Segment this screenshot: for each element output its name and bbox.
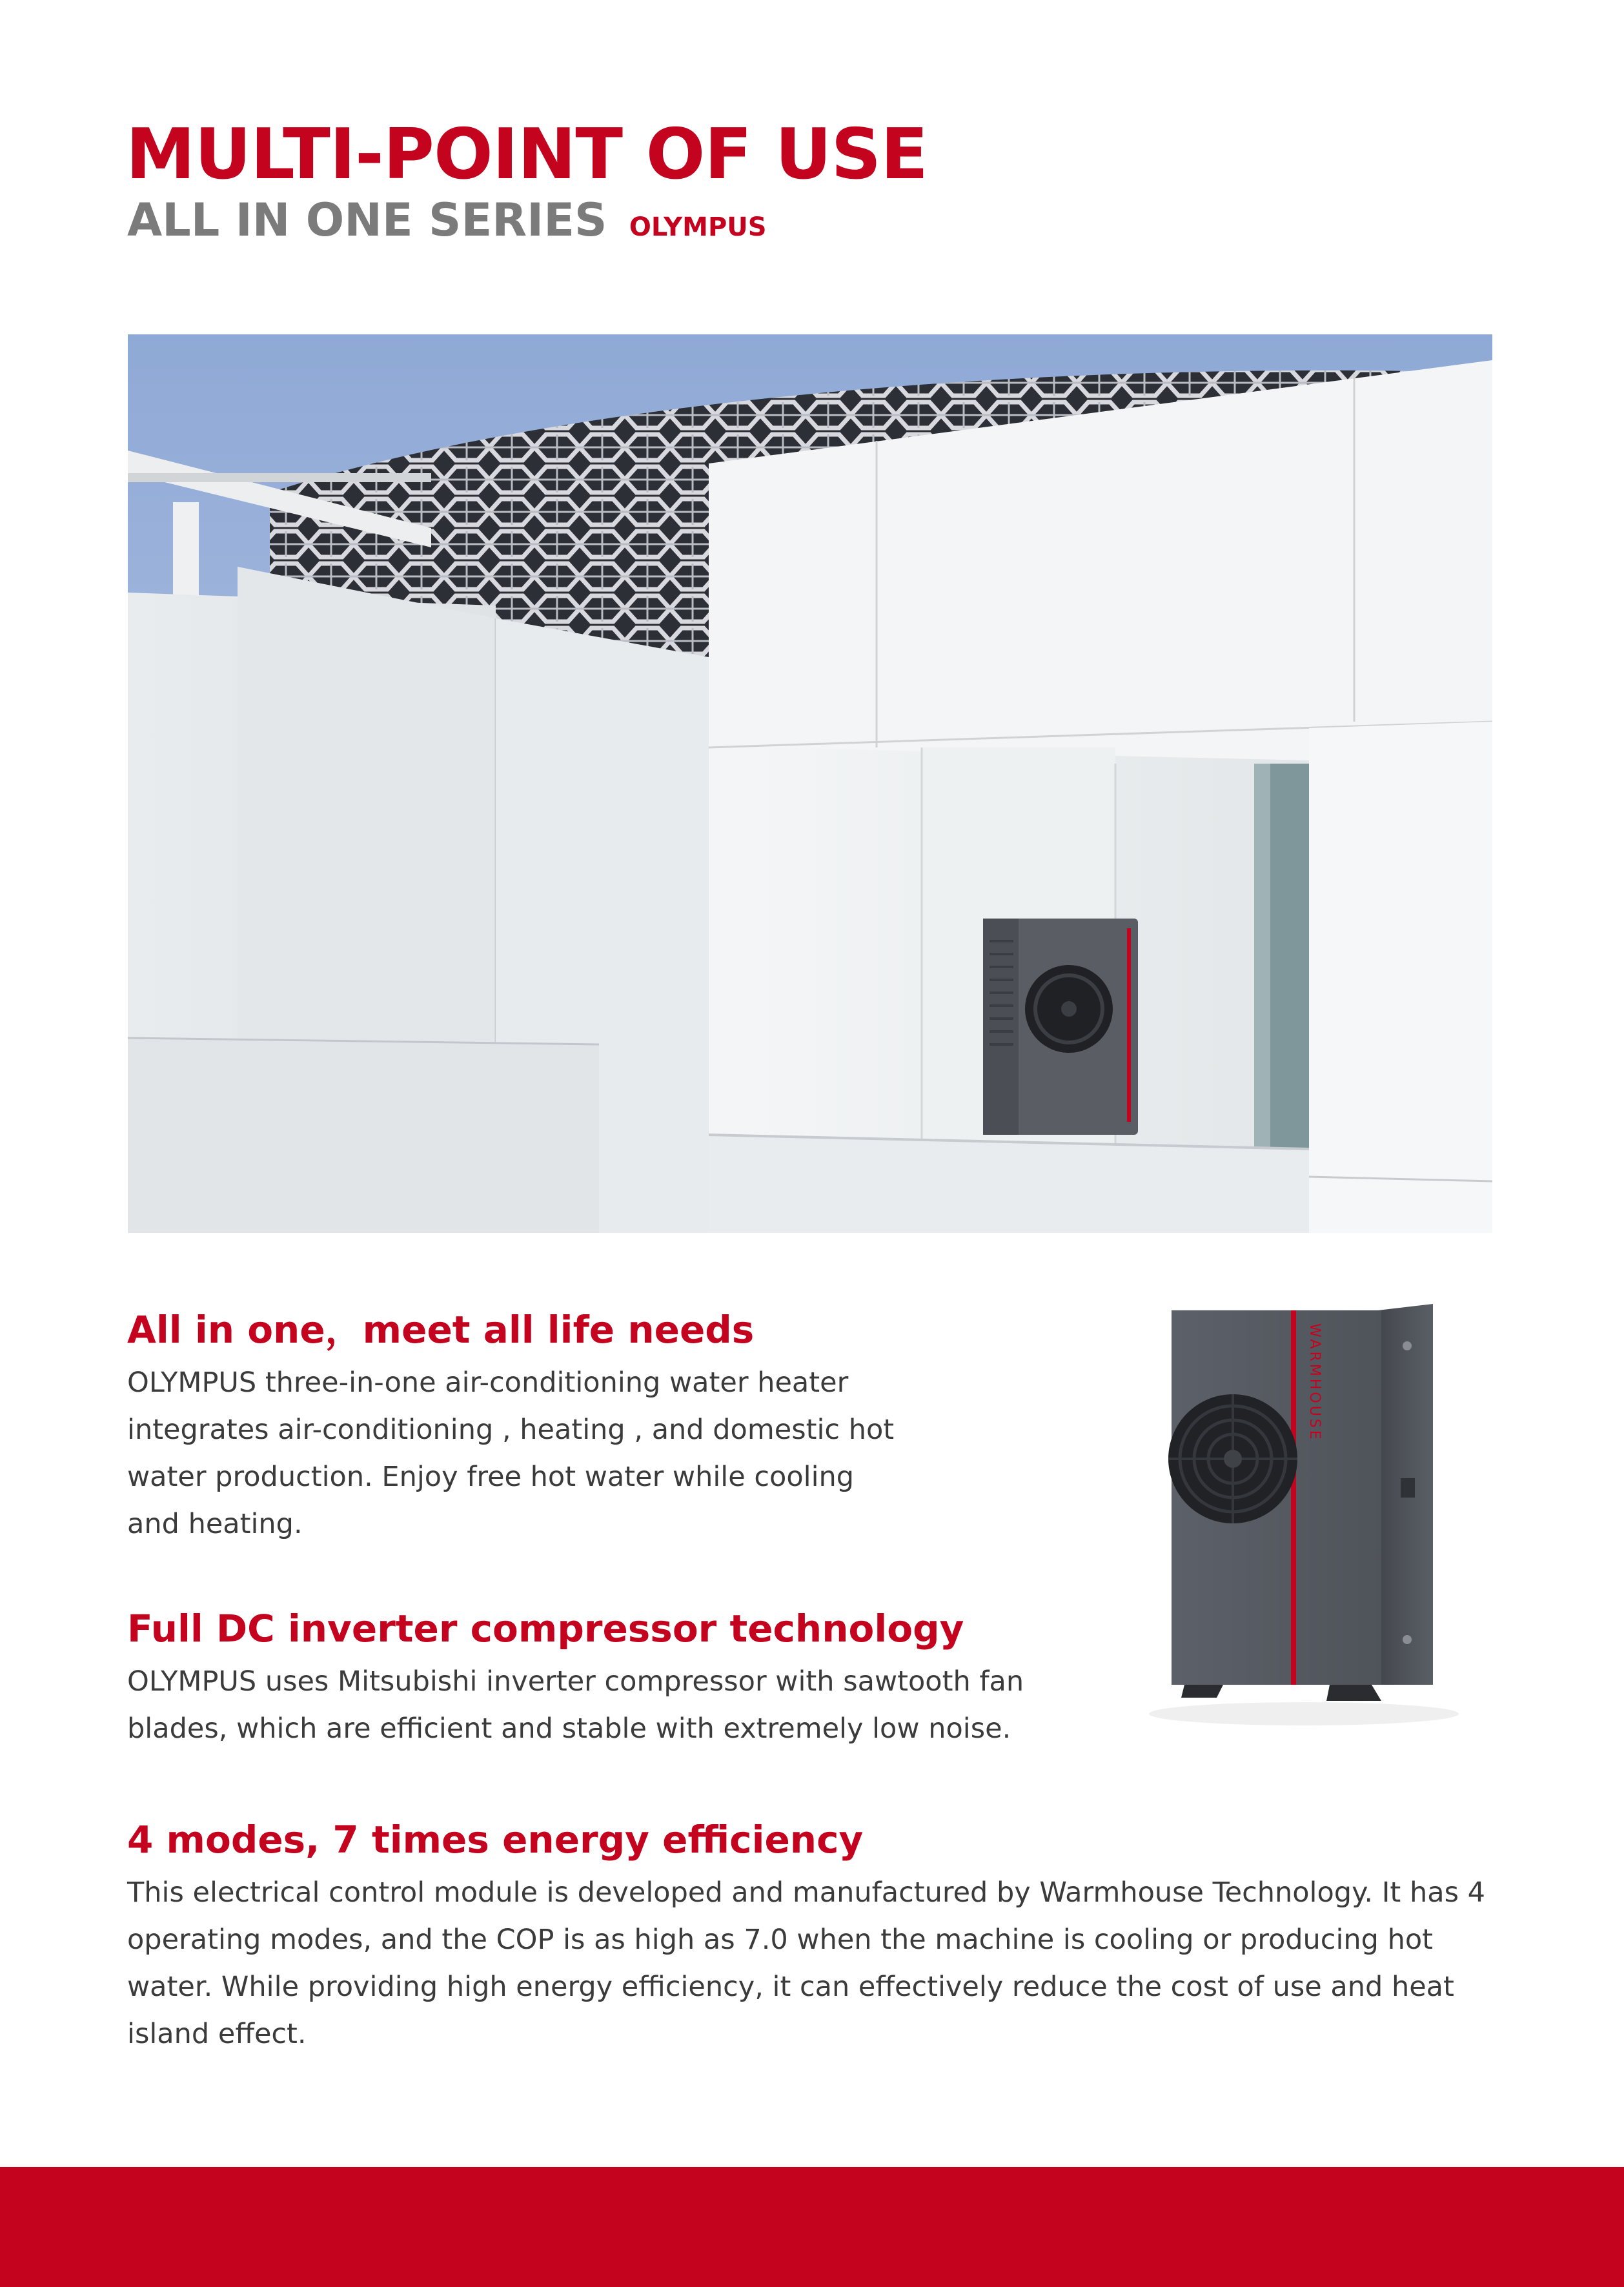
section-heading: 4 modes, 7 times energy efficiency [127,1818,864,1862]
brand-name: OLYMPUS [629,212,767,242]
feature-energy-efficiency [127,1814,1502,2058]
section-heading: All in one，meet all life needs [127,1308,755,1352]
building-with-heat-pump-illustration [128,334,1492,1233]
unit-brand-label: WARMHOUSE [1306,1323,1323,1442]
heat-pump-unit-icon [1149,1285,1459,1736]
hero-photo [128,334,1492,1233]
heat-pump-small-icon [983,919,1138,1135]
section-body: OLYMPUS three-in-one air-conditioning water heater integrates air-conditioning , heating , and domestic hot water production. Enjoy free hot water while cooling and heating. [127,1367,895,1540]
section-heading: Full DC inverter compressor technology [127,1607,964,1651]
series-subtitle: ALL IN ONE SERIES [127,194,607,247]
feature-inverter-compressor [127,1603,1063,1753]
footer-bar [0,2167,1624,2287]
product-photo [1149,1285,1459,1736]
feature-all-in-one [127,1304,902,1548]
page-title: MULTI-POINT OF USE [126,114,928,195]
section-body: This electrical control module is developed and manufactured by Warmhouse Technology. It has 4 operating modes, and the COP is as high as 7.0 when the machine is cooling or producing hot water. While providing high energy efficiency, it can effectively reduce the cost of use and heat island effect. [127,1876,1485,2050]
subtitle-row [127,194,767,247]
section-body: OLYMPUS uses Mitsubishi inverter compressor with sawtooth fan blades, which are efficient and stable with extremely low noise. [127,1665,1024,1745]
